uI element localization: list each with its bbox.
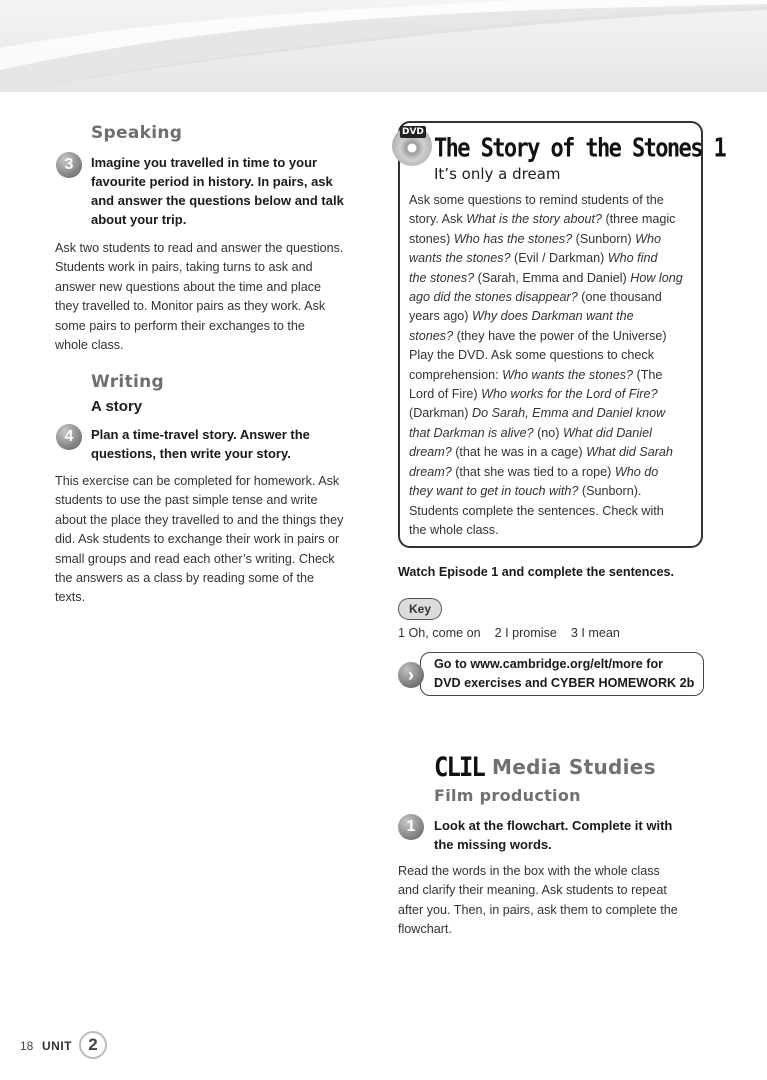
- body-line: whole class.: [55, 338, 124, 353]
- dvd-question: What is the story about?: [466, 212, 602, 227]
- instruction-line: Plan a time-travel story. Answer the: [91, 427, 310, 442]
- dvd-body-line: [409, 327, 699, 346]
- dvd-question: What did Daniel: [563, 425, 652, 440]
- dvd-question: Who do: [614, 464, 659, 479]
- body-line: did. Ask students to exchange their work in pairs or: [55, 532, 340, 547]
- writing-instruction: [91, 425, 371, 463]
- dvd-text: (Sunborn).: [578, 484, 642, 499]
- clil-heading: Media Studies: [492, 755, 656, 779]
- dvd-text: (Darkman): [409, 406, 472, 421]
- page-number: 18: [20, 1039, 34, 1053]
- dvd-question: Who find: [607, 251, 658, 266]
- dvd-question: Why does Darkman want the: [472, 309, 634, 324]
- dvd-text: (The: [633, 367, 663, 382]
- dvd-text: (Evil / Darkman): [510, 251, 608, 266]
- clil-body: [398, 862, 703, 940]
- writing-heading: Writing: [91, 372, 164, 392]
- dvd-body-line: [409, 482, 699, 501]
- dvd-question: the stones?: [409, 270, 475, 285]
- body-line: about the place they travelled to and the things they: [55, 512, 344, 527]
- dvd-text: story. Ask: [409, 212, 467, 227]
- dvd-text: Students complete the sentences. Check with: [409, 503, 664, 518]
- dvd-text: (Sunborn): [572, 231, 636, 246]
- dvd-question: Do Sarah, Emma and Daniel know: [471, 406, 666, 421]
- dvd-text: the whole class.: [409, 522, 499, 537]
- body-line: they travelled to. Monitor pairs as they work. Ask: [55, 299, 326, 314]
- clil-badge: CLIL: [434, 752, 484, 783]
- dvd-text: (that he was in a cage): [451, 445, 587, 460]
- dvd-body-line: [409, 346, 699, 365]
- body-line: flowchart.: [398, 922, 452, 937]
- speaking-body: [55, 239, 370, 355]
- dvd-text: (Sarah, Emma and Daniel): [474, 270, 631, 285]
- dvd-question: Who works for the Lord of Fire?: [481, 387, 658, 402]
- instruction-line: and answer the questions below and talk: [91, 193, 344, 208]
- body-line: texts.: [55, 590, 86, 605]
- dvd-question: Who: [635, 231, 662, 246]
- body-line: This exercise can be completed for homework. Ask: [55, 474, 340, 488]
- dvd-question: Who wants the stones?: [502, 367, 634, 382]
- dvd-body-line: [409, 230, 699, 249]
- dvd-text: Play the DVD. Ask some questions to check: [409, 348, 654, 363]
- dvd-body-line: [409, 443, 699, 462]
- dvd-question: stones?: [409, 328, 454, 343]
- key-answers: 1 Oh, come on 2 I promise 3 I mean: [398, 626, 620, 640]
- exercise-number-badge: 3: [56, 152, 82, 178]
- instruction-line: Imagine you travelled in time to your: [91, 155, 318, 170]
- dvd-body-line: [409, 210, 699, 229]
- exercise-number-badge: 4: [56, 424, 82, 450]
- dvd-question: that Darkman is alive?: [409, 425, 534, 440]
- dvd-body-line: [409, 463, 699, 482]
- instruction-line: favourite period in history. In pairs, ask: [91, 174, 333, 189]
- dvd-body-line: [409, 288, 699, 307]
- dvd-body-line: [409, 366, 699, 385]
- dvd-question: What did Sarah: [586, 445, 673, 460]
- dvd-question: dream?: [409, 464, 452, 479]
- body-line: some pairs to perform their exchanges to the: [55, 318, 305, 333]
- dvd-body-line: [409, 424, 699, 443]
- dvd-question: dream?: [409, 445, 452, 460]
- body-line: Ask two students to read and answer the questions.: [55, 241, 344, 255]
- body-line: Students work in pairs, taking turns to ask and: [55, 260, 313, 275]
- body-line: small groups and read each other’s writing. Check: [55, 551, 335, 566]
- dvd-body-line: [409, 307, 699, 326]
- instruction-line: about your trip.: [91, 212, 187, 227]
- dvd-text: (they have the power of the Universe): [453, 328, 667, 343]
- dvd-text: Lord of Fire): [409, 387, 482, 402]
- dvd-text: (one thousand: [577, 290, 662, 305]
- body-line: the answers as a class by reading some of the: [55, 571, 315, 586]
- body-line: answer new questions about the time and place: [55, 279, 322, 294]
- dvd-body-line: [409, 502, 699, 521]
- dvd-text: comprehension:: [409, 367, 503, 382]
- clil-instruction: [434, 816, 704, 854]
- go-to-line: Go to www.cambridge.org/elt/more for: [434, 657, 664, 671]
- writing-subheading: A story: [91, 398, 143, 415]
- dvd-question: Who has the stones?: [453, 231, 573, 246]
- dvd-text: Ask some questions to remind students of the: [409, 193, 664, 207]
- dvd-body-line: [409, 249, 699, 268]
- speaking-instruction: [91, 153, 371, 229]
- header-band: [0, 0, 767, 92]
- dvd-question: they want to get in touch with?: [409, 484, 579, 499]
- arrow-right-icon: ›: [398, 662, 424, 688]
- writing-body: [55, 472, 370, 608]
- go-to-line: DVD exercises and CYBER HOMEWORK 2b: [434, 676, 695, 690]
- dvd-text: years ago): [409, 309, 472, 324]
- dvd-body-line: [409, 404, 699, 423]
- dvd-question: ago did the stones disappear?: [409, 290, 578, 305]
- unit-label: UNIT: [42, 1039, 72, 1053]
- dvd-body-line: [409, 191, 699, 210]
- instruction-line: the missing words.: [434, 837, 552, 852]
- key-label: Key: [398, 598, 442, 620]
- dvd-body-line: [409, 269, 699, 288]
- dvd-exercise-instruction: Watch Episode 1 and complete the sentences.: [398, 565, 674, 579]
- dvd-episode-title: The Story of the Stones 1: [434, 134, 726, 164]
- dvd-body: [409, 191, 699, 540]
- go-to-website-text: [434, 655, 694, 693]
- body-line: students to use the past simple tense and write: [55, 493, 318, 508]
- dvd-episode-subtitle: It’s only a dream: [434, 165, 561, 183]
- dvd-text: (three magic: [601, 212, 676, 227]
- clil-subheading: Film production: [434, 786, 581, 805]
- decorative-swoosh: [0, 0, 767, 92]
- dvd-text: stones): [409, 231, 454, 246]
- dvd-text: (that she was tied to a rope): [451, 464, 615, 479]
- dvd-body-line: [409, 521, 699, 540]
- instruction-line: Look at the flowchart. Complete it with: [434, 818, 673, 833]
- speaking-heading: Speaking: [91, 123, 183, 143]
- exercise-number-badge: 1: [398, 814, 424, 840]
- body-line: Read the words in the box with the whole class: [398, 864, 660, 878]
- body-line: after you. Then, in pairs, ask them to complete the: [398, 902, 678, 917]
- dvd-body-line: [409, 385, 699, 404]
- dvd-text: (no): [533, 425, 563, 440]
- unit-number-badge: 2: [79, 1031, 107, 1059]
- dvd-label: DVD: [402, 127, 424, 137]
- body-line: and clarify their meaning. Ask students to repeat: [398, 883, 667, 898]
- dvd-question: How long: [630, 270, 683, 285]
- dvd-question: wants the stones?: [409, 251, 511, 266]
- instruction-line: questions, then write your story.: [91, 446, 291, 461]
